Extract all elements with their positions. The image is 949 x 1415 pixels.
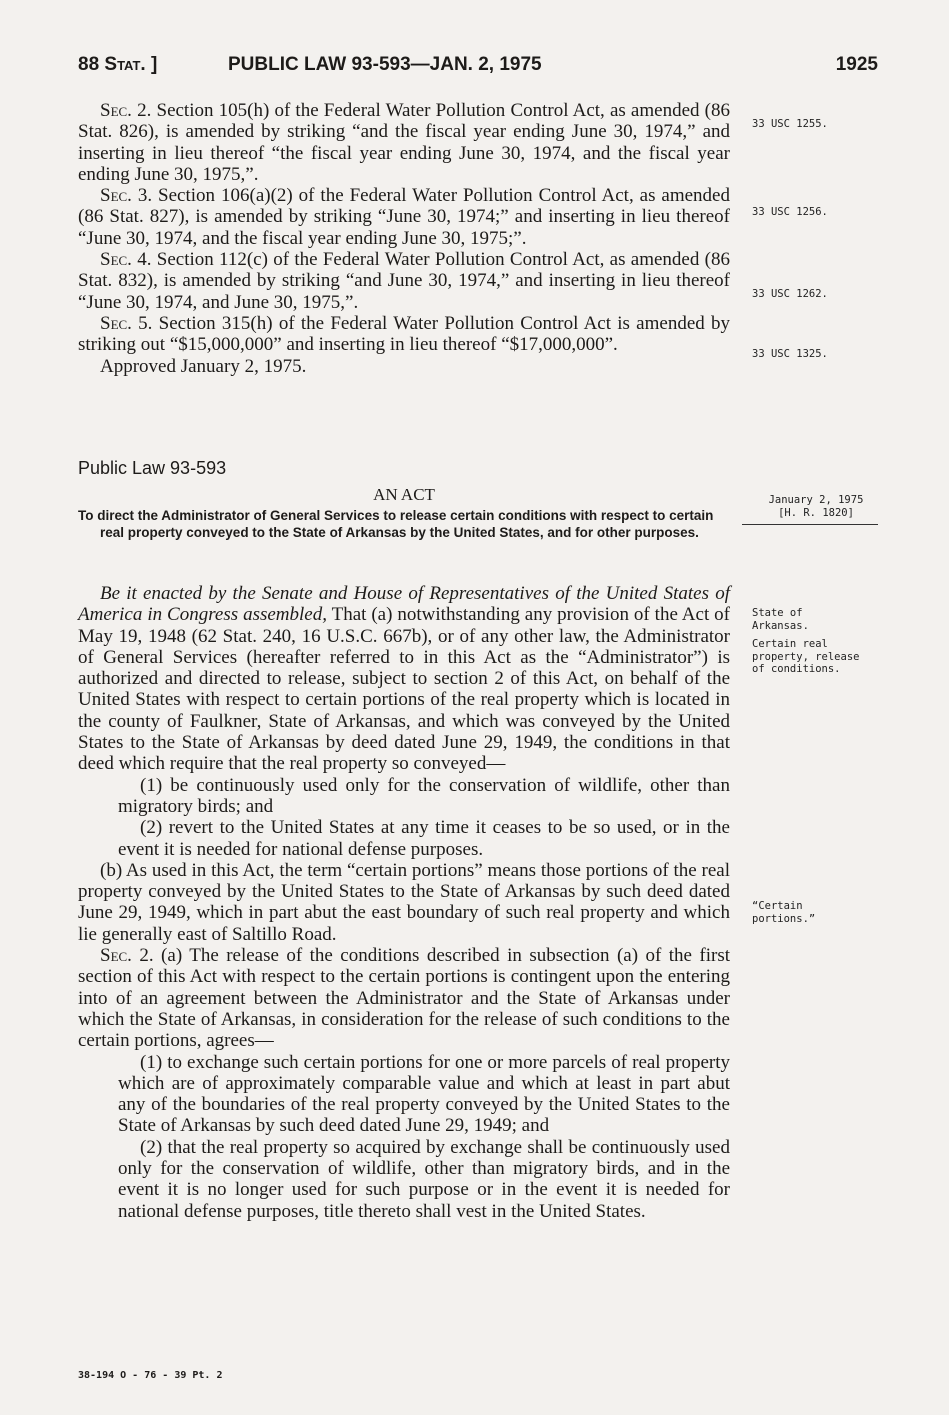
act-purpose: To direct the Administrator of General Services to release certain conditions with respect to certain real property conveyed to the State of Arkansas by the United States, and for other purposes. bbox=[78, 508, 714, 540]
subsection-a-1: (1) be continuously used only for the conservation of wildlife, other than migratory birds; and bbox=[118, 774, 730, 817]
usc-citation-1256: 33 USC 1256. bbox=[752, 206, 828, 218]
amendment-sections bbox=[78, 100, 730, 377]
usc-citation-1255: 33 USC 1255. bbox=[752, 118, 828, 130]
section-4: Sec. 4. Section 112(c) of the Federal Water Pollution Control Act, as amended (86 Stat. 832), is amended by striking “and June 30, 1974,” and inserting in lieu thereof “June 30, 1974, and June 30, 1975,”. bbox=[78, 249, 730, 313]
section-2: Sec. 2. Section 105(h) of the Federal Water Pollution Control Act, as amended (86 Stat. 826), is amended by striking “and the fiscal year ending June 30, 1974,” and inserting in lieu thereof “the fiscal year ending June 30, 1974, and the fiscal year ending June 30, 1975,”. bbox=[78, 100, 730, 185]
act-body bbox=[78, 583, 730, 1222]
approval-line: Approved January 2, 1975. bbox=[100, 355, 307, 377]
print-code: 38-194 O - 76 - 39 Pt. 2 bbox=[78, 1370, 223, 1381]
section-2-para-2: (2) that the real property so acquired by exchange shall be continuously used only for the conservation of wildlife, other than migratory birds, and in the event it is no longer used for such purpose or in the event it is needed for national defense purposes, title thereto shall vest in the United States. bbox=[118, 1136, 730, 1222]
bill-number: [H. R. 1820] bbox=[778, 507, 854, 519]
enacting-clause: Be it enacted by the Senate and House of Representatives of the United States of America in Congress assembled, That (a) notwithstanding any provision of the Act of May 19, 1948 (62 Stat. 240, 16 U.S.C. 667b), or of any other law, the Administrator of General Services (hereafter referred to in this Act as the “Administrator”) is authorized and directed to release, subject to section 2 of this Act, on behalf of the United States with respect to certain portions of the real property which is located in the county of Faulkner, State of Arkansas, and which was conveyed by the United States to the State of Arkansas by deed dated June 29, 1949, the conditions in that deed which require that the real property so conveyed— bbox=[78, 583, 730, 775]
public-law-number: Public Law 93-593 bbox=[78, 458, 227, 478]
enactment-date: January 2, 1975 bbox=[768, 494, 864, 506]
section-2-new: Sec. 2. (a) The release of the conditions described in subsection (a) of the first section of this Act with respect to the certain portions is contingent upon the entering into of an agreement between the Administrator and the State of Arkansas under which the State of Arkansas, in consideration for the release of such conditions to the certain portions, agrees— bbox=[78, 945, 730, 1052]
definition-note: “Certain portions.” bbox=[752, 900, 816, 925]
subsection-b: (b) As used in this Act, the term “certain portions” means those portions of the real property conveyed by the United States to the State of Arkansas by such deed dated June 29, 1949, which in part abut the east boundary of such real property and which lie generally east of Saltillo Road. bbox=[78, 859, 730, 945]
section-5: Sec. 5. Section 315(h) of the Federal Water Pollution Control Act is amended by striking out “$15,000,000” and inserting in lieu thereof “$17,000,000”. bbox=[78, 312, 730, 356]
section-2-para-1: (1) to exchange such certain portions for one or more parcels of real property which are of approximately comparable value and which at least in part abut any of the boundaries of the real property conveyed by the United States to the State of Arkansas by such deed dated June 29, 1949; and bbox=[118, 1051, 730, 1137]
subsection-a-2: (2) revert to the United States at any time it ceases to be so used, or in the event it is needed for national defense purposes. bbox=[118, 817, 730, 860]
page-number: 1925 bbox=[835, 54, 878, 75]
act-heading: AN ACT bbox=[373, 485, 435, 504]
stat-volume: 88 Stat. ] bbox=[78, 54, 158, 75]
topic-real-property: Certain real property, release of conditions. bbox=[752, 638, 860, 675]
header-title: PUBLIC LAW 93-593—JAN. 2, 1975 bbox=[228, 54, 542, 75]
running-header bbox=[78, 54, 878, 82]
margin-rule bbox=[742, 524, 878, 525]
topic-state-of-arkansas: State of Arkansas. bbox=[752, 607, 809, 632]
section-3: Sec. 3. Section 106(a)(2) of the Federal Water Pollution Control Act, as amended (86 Stat. 827), is amended by striking “June 30, 1974;” and inserting in lieu thereof “June 30, 1974, and the fiscal year ending June 30, 1975;”. bbox=[78, 185, 730, 249]
usc-citation-1262: 33 USC 1262. bbox=[752, 288, 828, 300]
usc-citation-1325: 33 USC 1325. bbox=[752, 348, 828, 360]
